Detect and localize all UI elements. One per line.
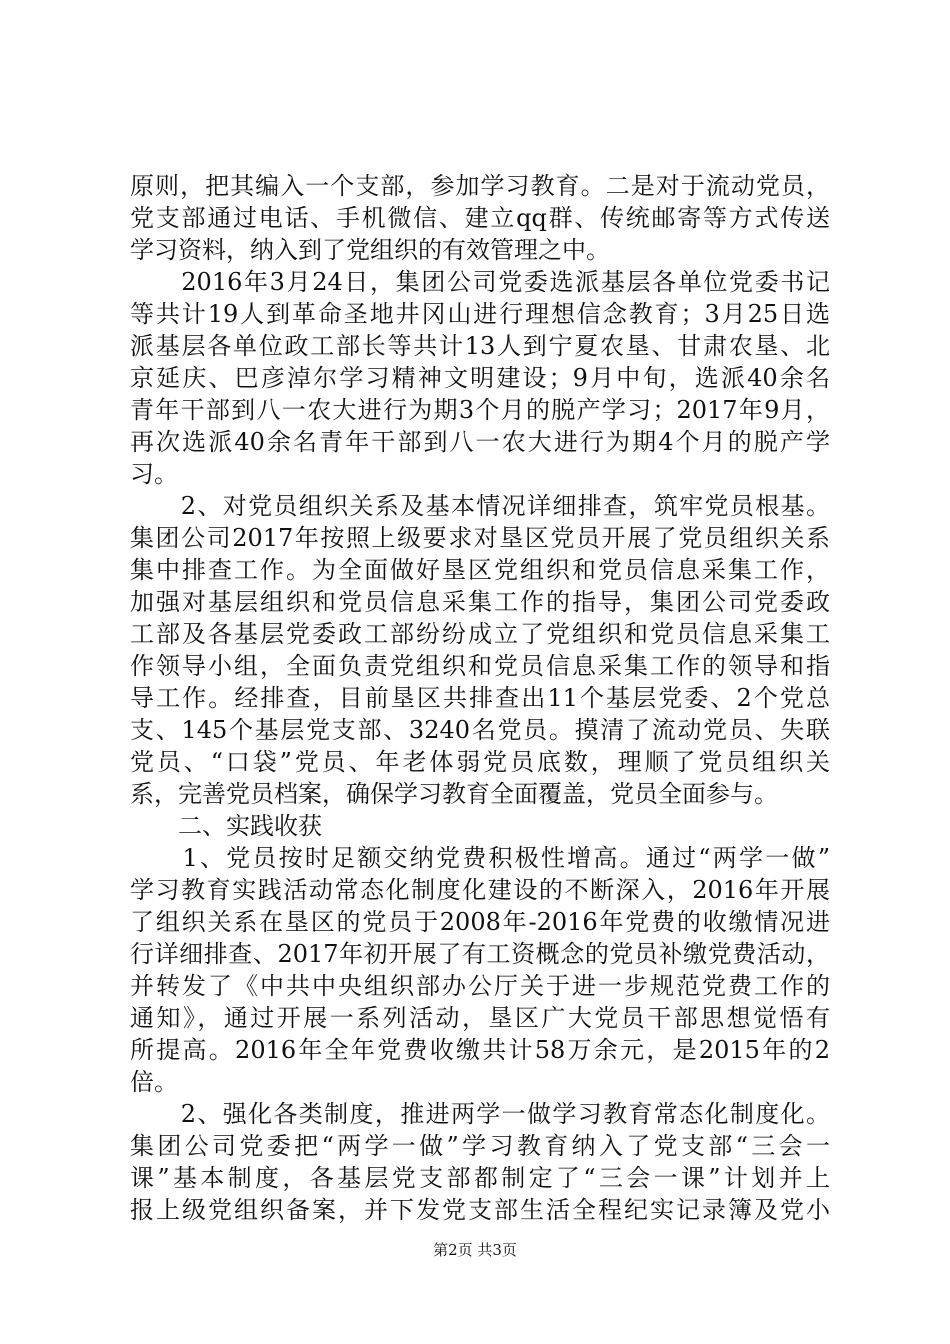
text-line: 青年干部到八一农大进行为期3个月的脱产学习；2017年9月， [130, 396, 830, 424]
text-line: 派基层各单位政工部长等共计13人到宁夏农垦、甘肃农垦、北 [130, 332, 830, 360]
text-line: 学习教育实践活动常态化制度化建设的不断深入，2016年开展 [130, 876, 830, 904]
text-line: 集中排查工作。为全面做好垦区党组织和党员信息采集工作， [130, 556, 830, 584]
page-footer: 第2页 共3页 [433, 1241, 517, 1259]
text-line: 通知》，通过开展一系列活动，垦区广大党员干部思想觉悟有 [130, 1004, 830, 1032]
text-line: 课”基本制度，各基层党支部都制定了“三会一课”计划并上 [130, 1164, 830, 1192]
text-line: 等共计19人到革命圣地井冈山进行理想信念教育；3月25日选 [130, 300, 830, 328]
text-line: 倍。 [130, 1068, 178, 1096]
text-line: 集团公司2017年按照上级要求对垦区党员开展了党员组织关系 [130, 524, 830, 552]
text-line: 2、强化各类制度，推进两学一做学习教育常态化制度化。 [130, 1100, 830, 1128]
document-body [130, 170, 830, 1226]
text-line: 习。 [130, 460, 178, 488]
text-line: 作领导小组，全面负责党组织和党员信息采集工作的领导和指 [130, 652, 830, 680]
text-line: 并转发了《中共中央组织部办公厅关于进一步规范党费工作的 [130, 972, 830, 1000]
text-line: 所提高。2016年全年党费收缴共计58万余元，是2015年的2 [130, 1036, 830, 1064]
text-line: 原则，把其编入一个支部，参加学习教育。二是对于流动党员， [130, 172, 830, 200]
text-line: 党支部通过电话、手机微信、建立qq群、传统邮寄等方式传送 [130, 204, 830, 232]
text-line: 加强对基层组织和党员信息采集工作的指导，集团公司党委政 [130, 588, 830, 616]
text-line: 学习资料，纳入到了党组织的有效管理之中。 [130, 236, 610, 264]
text-line: 行详细排查、2017年初开展了有工资概念的党员补缴党费活动， [130, 940, 830, 968]
text-line: 再次选派40余名青年干部到八一农大进行为期4个月的脱产学 [130, 428, 830, 456]
text-line: 报上级党组织备案，并下发党支部生活全程纪实记录簿及党小 [130, 1196, 830, 1224]
text-line: 系，完善党员档案，确保学习教育全面覆盖，党员全面参与。 [130, 780, 778, 808]
text-line: 了组织关系在垦区的党员于2008年-2016年党费的收缴情况进 [130, 908, 830, 936]
text-line: 集团公司党委把“两学一做”学习教育纳入了党支部“三会一 [130, 1132, 830, 1160]
text-line: 2016年3月24日，集团公司党委选派基层各单位党委书记 [130, 268, 830, 296]
text-line: 京延庆、巴彦淖尔学习精神文明建设；9月中旬，选派40余名 [130, 364, 830, 392]
text-line: 导工作。经排查，目前垦区共排查出11个基层党委、2个党总 [130, 684, 830, 712]
text-line: 1、党员按时足额交纳党费积极性增高。通过“两学一做” [130, 844, 830, 872]
text-line: 二、实践收获 [130, 812, 322, 840]
text-line: 支、145个基层党支部、3240名党员。摸清了流动党员、失联 [130, 716, 830, 744]
text-line: 党员、“口袋”党员、年老体弱党员底数，理顺了党员组织关 [130, 748, 830, 776]
text-line: 工部及各基层党委政工部纷纷成立了党组织和党员信息采集工 [130, 620, 830, 648]
text-line: 2、对党员组织关系及基本情况详细排查，筑牢党员根基。 [130, 492, 830, 520]
